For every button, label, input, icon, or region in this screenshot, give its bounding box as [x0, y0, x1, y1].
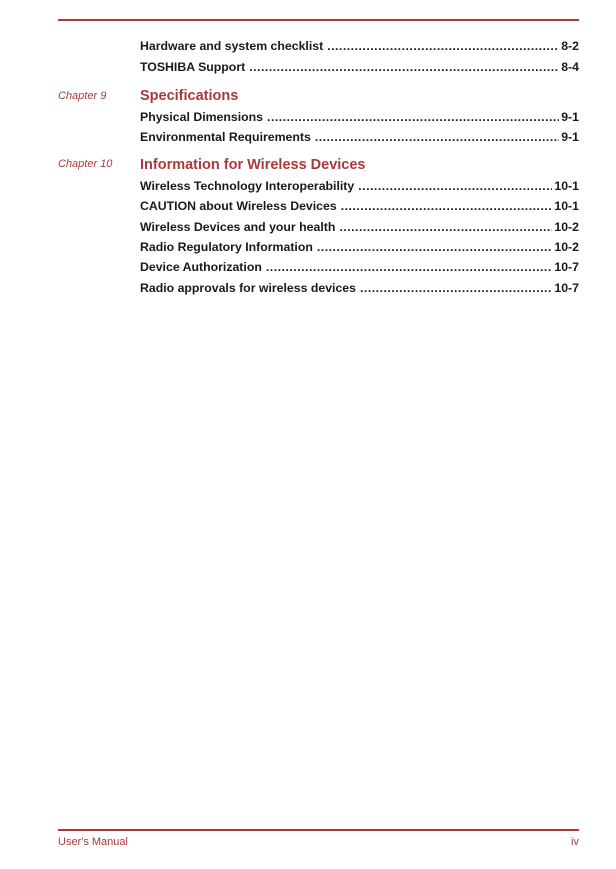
toc-entry[interactable] [140, 281, 579, 297]
toc-entry[interactable] [140, 110, 579, 126]
toc-entry-title: Radio Regulatory Information [140, 240, 313, 254]
toc-leader-dots [317, 240, 553, 254]
toc-entry-title: Environmental Requirements [140, 130, 311, 144]
toc-entry-title: Device Authorization [140, 260, 262, 274]
toc-entry[interactable] [140, 179, 579, 195]
toc-leader-dots [358, 179, 552, 193]
toc-entry[interactable] [140, 240, 579, 256]
toc-entry-page: 10-1 [554, 199, 579, 213]
toc-entry-page: 8-4 [561, 60, 579, 74]
footer-rule [58, 829, 579, 831]
footer-manual-title: User's Manual [58, 836, 128, 848]
toc-entry-page: 8-2 [561, 39, 579, 53]
toc-leader-dots [360, 281, 552, 295]
chapter-label: Chapter 9 [58, 90, 107, 102]
header-rule [58, 19, 579, 21]
toc-entry-title: Wireless Devices and your health [140, 220, 336, 234]
toc-entry-title: TOSHIBA Support [140, 60, 246, 74]
toc-entry-page: 10-1 [554, 179, 579, 193]
toc-entry-title: Wireless Technology Interoperability [140, 179, 355, 193]
toc-entry-page: 10-7 [554, 260, 579, 274]
toc-entry-page: 10-2 [554, 220, 579, 234]
toc-entry-page: 10-2 [554, 240, 579, 254]
toc-leader-dots [339, 220, 552, 234]
toc-leader-dots [315, 130, 559, 144]
toc-entry[interactable] [140, 260, 579, 276]
toc-leader-dots [341, 199, 553, 213]
toc-leader-dots [266, 260, 553, 274]
toc-entry-title: Radio approvals for wireless devices [140, 281, 356, 295]
toc-entry-page: 10-7 [554, 281, 579, 295]
chapter-title[interactable]: Specifications [140, 88, 239, 104]
toc-entry-title: Physical Dimensions [140, 110, 264, 124]
toc-entry[interactable] [140, 220, 579, 236]
chapter-title[interactable]: Information for Wireless Devices [140, 157, 366, 173]
toc-entry-page: 9-1 [561, 110, 579, 124]
toc-leader-dots [267, 110, 559, 124]
toc-entry-title: Hardware and system checklist [140, 39, 324, 53]
toc-entry-page: 9-1 [561, 130, 579, 144]
toc-entry[interactable] [140, 130, 579, 146]
toc-entry[interactable] [140, 39, 579, 55]
footer-page-number: iv [571, 836, 579, 848]
chapter-label: Chapter 10 [58, 158, 113, 170]
toc-leader-dots [327, 39, 559, 53]
toc-entry-title: CAUTION about Wireless Devices [140, 199, 337, 213]
toc-entry[interactable] [140, 60, 579, 76]
toc-entry[interactable] [140, 199, 579, 215]
toc-leader-dots [249, 60, 559, 74]
